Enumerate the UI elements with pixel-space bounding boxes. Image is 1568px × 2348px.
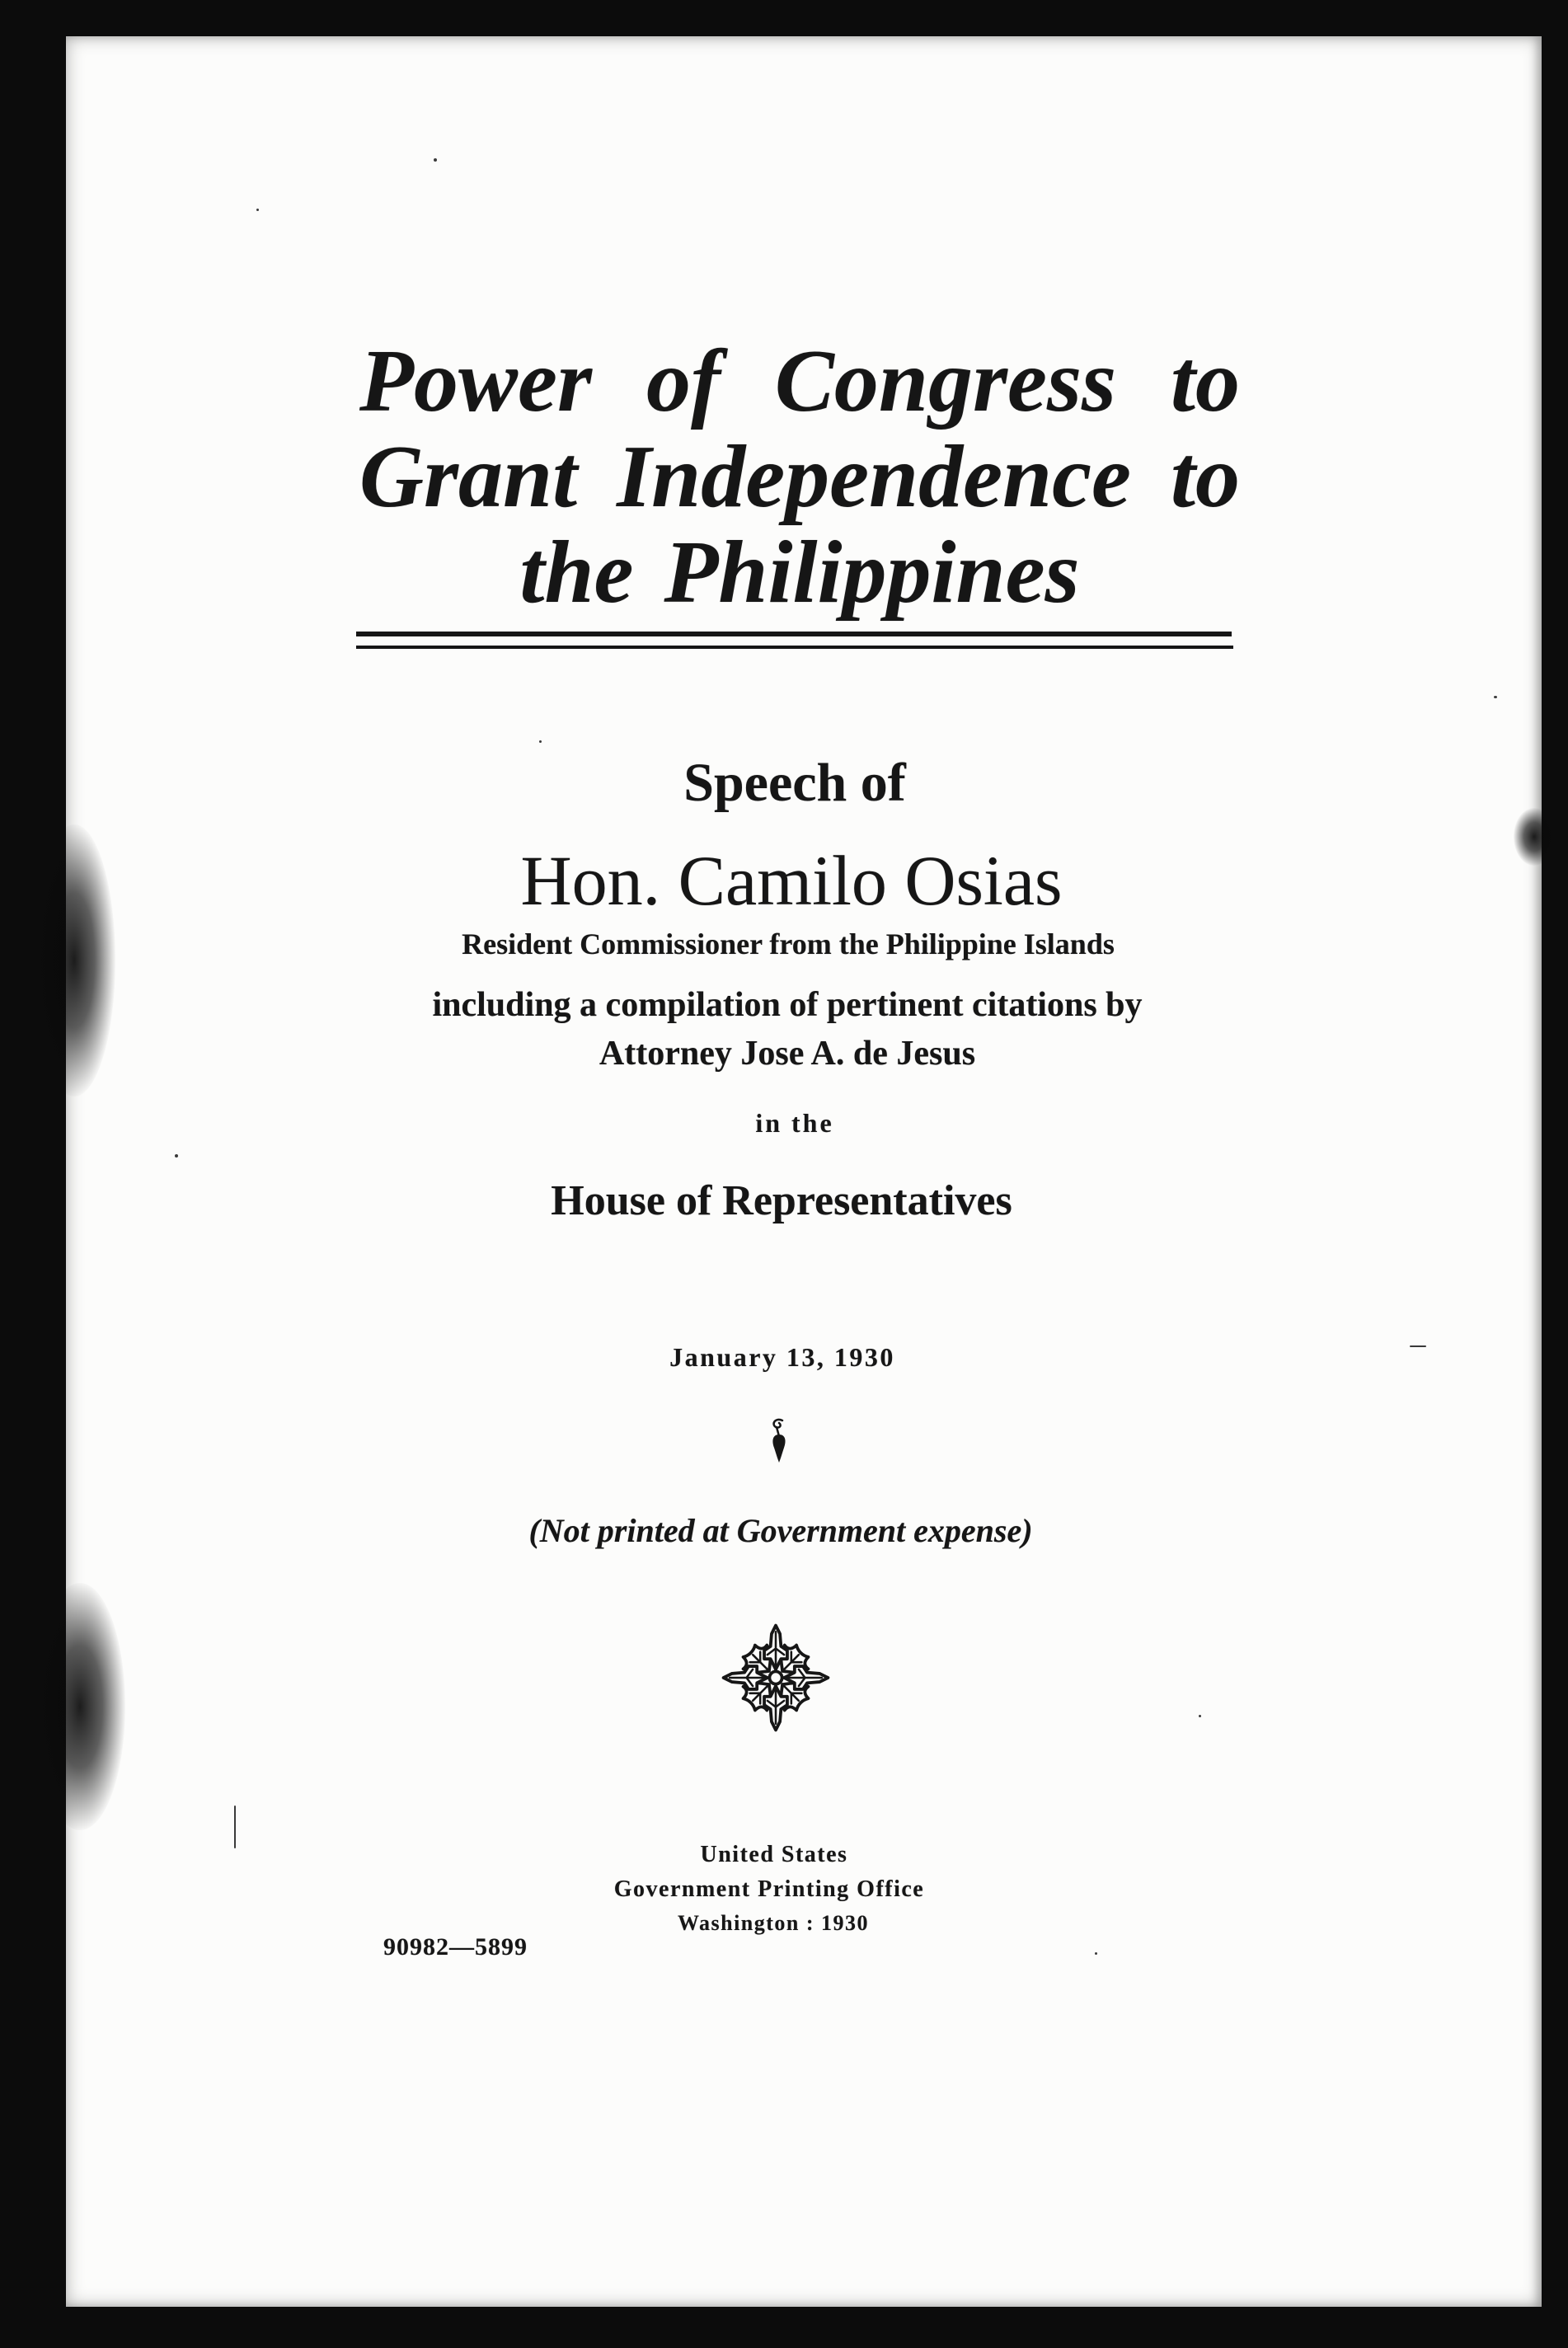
- scan-smudge: [1514, 808, 1555, 866]
- scan-smudge: [33, 824, 115, 1097]
- scan-speck: [434, 158, 437, 162]
- floral-ornament-icon: [721, 1619, 830, 1736]
- scan-speck: [234, 1806, 236, 1848]
- title-rule-thick: [356, 632, 1232, 636]
- document-number: 90982—5899: [383, 1933, 528, 1961]
- scan-speck: [1199, 1715, 1201, 1717]
- speaker-name: Hon. Camilo Osias: [520, 841, 1063, 920]
- printing-note: (Not printed at Government expense): [528, 1512, 1033, 1549]
- imprint-place-year: Washington : 1930: [677, 1911, 870, 1935]
- document-title: [359, 334, 1240, 621]
- scan-speck: [256, 209, 259, 211]
- venue: House of Representatives: [551, 1177, 1012, 1224]
- speaker-position: Resident Commissioner from the Philippine Islands: [462, 927, 1115, 960]
- speech-date: January 13, 1930: [669, 1342, 895, 1372]
- title-line-2: Grant Independence to: [359, 428, 1240, 526]
- fleuron-icon: [766, 1416, 792, 1466]
- title-line-1: Power of Congress to: [359, 332, 1240, 430]
- scan-speck: [539, 740, 542, 743]
- title-rule-thin: [356, 646, 1233, 649]
- compilation-line-1: including a compilation of pertinent citations by: [432, 986, 1143, 1024]
- scan-smudge: [35, 1583, 125, 1830]
- title-line-3: the Philippines: [519, 524, 1080, 622]
- scan-speck: [1095, 1952, 1097, 1955]
- compilation-line-2: Attorney Jose A. de Jesus: [599, 1035, 976, 1073]
- scan-speck: [1494, 696, 1497, 698]
- scan-speck: [175, 1154, 178, 1158]
- imprint-country: United States: [700, 1842, 848, 1867]
- scan-speck: [1410, 1345, 1426, 1347]
- venue-prefix: in the: [755, 1108, 834, 1138]
- imprint-publisher: Government Printing Office: [613, 1876, 925, 1902]
- speech-intro: Speech of: [683, 753, 906, 813]
